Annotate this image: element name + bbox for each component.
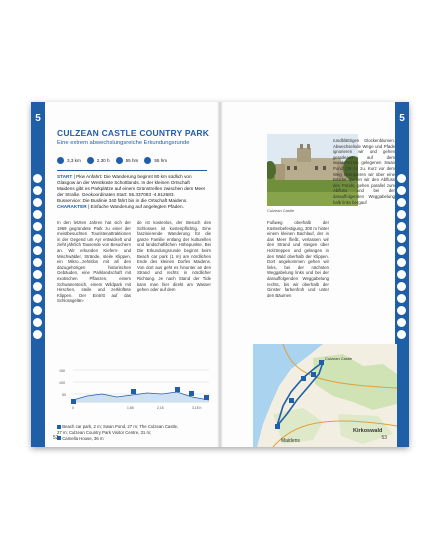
left-page bbox=[31, 102, 220, 447]
elev-label-50: 50 bbox=[62, 393, 66, 397]
bus-text: Busservice: Die Buslinie 340 fährt bis in die Ortschaft Maidens. bbox=[57, 198, 188, 204]
caption-line-2: 27 m; Culzean Country Park Visitor Centre, 31 m; bbox=[57, 429, 152, 435]
page-number-right: 53 bbox=[381, 435, 387, 441]
duration-icon bbox=[87, 157, 94, 164]
caption-line-3: Camella House, 36 m bbox=[62, 435, 104, 441]
ascent-icon bbox=[116, 157, 123, 164]
caption-line-1: Beach car park, 2 m; Swan Pond, 27 m; The Culzean Castle, bbox=[62, 424, 179, 429]
left-column-2: de ist kostenlos, der Besuch des Schlosses ist kostenpflichtig. Eine faszinierende Wanderung für die ganze Familie entlang der kulturellen und landschaftlichen Höhepunkte. Bei Die Erkundungsrunde beginnt beim Beach car park (1 m) am nördlichen Ende des kleinen Dorfes Maidens. Von dort aus geht es hinunter an den Strand und rechts in nördlicher Richtung. Je nach Stand der Tide kann man hier direkt am Wasser gehen oder auf dem bbox=[137, 220, 211, 293]
chapter-tabs-left bbox=[33, 174, 43, 342]
character-text: | Einfache Wanderung auf angelegten Pfaden. bbox=[88, 204, 184, 210]
waypoint-captions bbox=[57, 424, 207, 441]
elev-label-150: 150 bbox=[59, 369, 65, 373]
chapter-number-right: 5 bbox=[399, 113, 405, 124]
page-number-left: 52 bbox=[53, 435, 59, 441]
right-page bbox=[220, 102, 409, 447]
elev-x-1: 1,65 bbox=[127, 406, 134, 410]
route-stats bbox=[57, 157, 170, 164]
route-map bbox=[253, 344, 397, 447]
map-label-maidens: Maidens bbox=[281, 438, 300, 444]
elev-label-100: 100 bbox=[59, 381, 65, 385]
right-column-2: rundblättrigen Glockenblumen. Abwechselnde Wege und Pfade ignorieren wir und gehen geradeaus auf dem wunderschön gelegenen Swan Pond (29 m) zu. Kurz vor dem Weg überqueren wir über eine Brücke queren wir den Abfluss des Ponds, gehen parallel zum Abfluss und bei der darauffolgenden Weggabelung halb links bergauf bbox=[333, 138, 395, 205]
stat-descent: 55 hm bbox=[154, 158, 168, 163]
start-text: | Pkw Anfahrt: Die Wanderung beginnt 80 km südlich von Glasgow an der Westküste Schottlands. In der kleinen Ortschaft Maidens gibt es Parkplätze auf einem Grünstreifen zwischen dem Meer der Straße. Geokoordinaten Start: 55.337083 -4.812683. bbox=[57, 174, 206, 198]
chapter-number-left: 5 bbox=[35, 113, 41, 124]
stat-distance: 3,3 km bbox=[67, 158, 81, 163]
stat-ascent: 55 hm bbox=[125, 158, 139, 163]
route-subtitle: Eine extrem abwechslungsreiche Erkundungsrunde bbox=[57, 140, 190, 146]
distance-icon bbox=[57, 157, 64, 164]
elev-x-3: 3,15 h bbox=[192, 406, 202, 410]
start-label: START bbox=[57, 174, 73, 179]
elev-x-0: 0 bbox=[72, 406, 74, 410]
stat-duration: 2.30 h bbox=[96, 158, 110, 163]
elev-x-2: 2,15 bbox=[157, 406, 164, 410]
character-label: CHARAKTER bbox=[57, 204, 87, 210]
descent-icon bbox=[144, 157, 151, 164]
route-title: CULZEAN CASTLE COUNTRY PARK bbox=[57, 128, 210, 138]
open-guidebook bbox=[31, 102, 409, 447]
route-infobox bbox=[57, 170, 207, 211]
map-label-kirkoswald: Kirkoswald bbox=[353, 428, 383, 434]
book-gutter bbox=[217, 102, 223, 447]
chapter-tabs-right bbox=[397, 174, 407, 342]
map-label-castle: Culzean Castle bbox=[325, 356, 353, 361]
left-column-1: In den letzten Jahren hat sich der 1969 gegründete Park zu einer der meistbesuchten Touristenattraktionen in der Gegend um Ayr entwickelt und zieht jährlich Tausende von Besuchern an. Wir erkunden Kiefern- und Mischwälder, Strände, steile Klippen, ein Mikro...zehntlos mit all den dazugehörigen historischen Gebäuden, eine Parklandschaft mit exotischen Pflanzen, einem Schwanenteich, einem Wildpark mit Hirschen, steile und zerklüftete Klippen. Der Eintritt auf das Schlossgelän- bbox=[57, 220, 131, 304]
right-column-1: Fußweg oberhalb der Küstenbefestigung, 300 m hinter einem kleinen Bachlauf, der in das Meer fließt, verlassen wir den Strand und steigen über Holztreppen und gelangen in den Wald oberhalb der Klippen. Dort angekommen gehen wir links, bei der nächsten Weggabelung links und bei der darauffolgenden Weggabelung rechts, bis wir oberhalb der Ginster farbenfroh und unter den Bäumen bbox=[267, 220, 329, 298]
elevation-profile bbox=[57, 364, 212, 419]
photo-caption: Culzean Castle bbox=[267, 208, 295, 213]
